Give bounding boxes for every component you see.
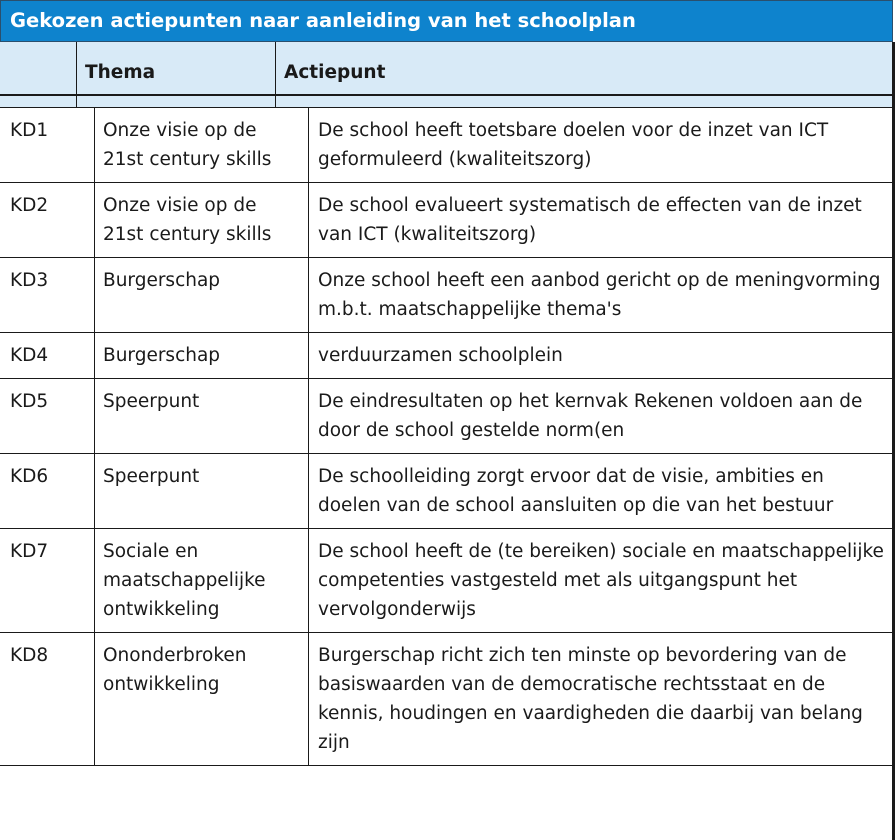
column-divider	[76, 42, 77, 108]
row-code: KD1	[0, 108, 95, 183]
row-actiepunt: De school heeft de (te bereiken) sociale en maatschappelijke competenties vastgesteld met als uitgangspunt het vervolgonderwijs	[309, 529, 895, 633]
row-thema: Sociale en maatschappelijke ontwikkeling	[95, 529, 309, 633]
row-code: KD6	[0, 454, 95, 529]
row-actiepunt: Onze school heeft een aanbod gericht op de meningvorming m.b.t. maatschappelijke thema's	[309, 258, 895, 333]
row-actiepunt: De eindresultaten op het kernvak Rekenen voldoen aan de door de school gestelde norm(en	[309, 379, 895, 454]
table-row	[0, 379, 895, 454]
row-code: KD5	[0, 379, 95, 454]
row-thema: Burgerschap	[95, 258, 309, 333]
row-thema: Onze visie op de 21st century skills	[95, 108, 309, 183]
table-row	[0, 258, 895, 333]
row-actiepunt: De schoolleiding zorgt ervoor dat de visie, ambities en doelen van de school aansluiten op die van het bestuur	[309, 454, 895, 529]
column-divider	[275, 42, 276, 108]
row-thema: Speerpunt	[95, 454, 309, 529]
table-title: Gekozen actiepunten naar aanleiding van het schoolplan	[0, 0, 893, 42]
row-code: KD7	[0, 529, 95, 633]
row-actiepunt: verduurzamen schoolplein	[309, 333, 895, 379]
row-thema: Burgerschap	[95, 333, 309, 379]
table-row	[0, 333, 895, 379]
row-code: KD4	[0, 333, 95, 379]
table-row	[0, 183, 895, 258]
table-row	[0, 529, 895, 633]
table-row	[0, 633, 895, 766]
row-code: KD3	[0, 258, 95, 333]
row-thema: Speerpunt	[95, 379, 309, 454]
data-table	[0, 108, 895, 766]
header-thema: Thema	[85, 62, 156, 83]
row-thema: Ononderbroken ontwikkeling	[95, 633, 309, 766]
table-row	[0, 454, 895, 529]
row-actiepunt: Burgerschap richt zich ten minste op bevordering van de basiswaarden van de democratische rechtsstaat en de kennis, houdingen en vaardigheden die daarbij van belang zijn	[309, 633, 895, 766]
spacer-row	[0, 96, 895, 108]
row-code: KD2	[0, 183, 95, 258]
row-thema: Onze visie op de 21st century skills	[95, 183, 309, 258]
table-row	[0, 108, 895, 183]
row-code: KD8	[0, 633, 95, 766]
row-actiepunt: De school evalueert systematisch de effecten van de inzet van ICT (kwaliteitszorg)	[309, 183, 895, 258]
row-actiepunt: De school heeft toetsbare doelen voor de inzet van ICT geformuleerd (kwaliteitszorg)	[309, 108, 895, 183]
header-actiepunt: Actiepunt	[284, 62, 386, 83]
header-row	[0, 42, 895, 96]
